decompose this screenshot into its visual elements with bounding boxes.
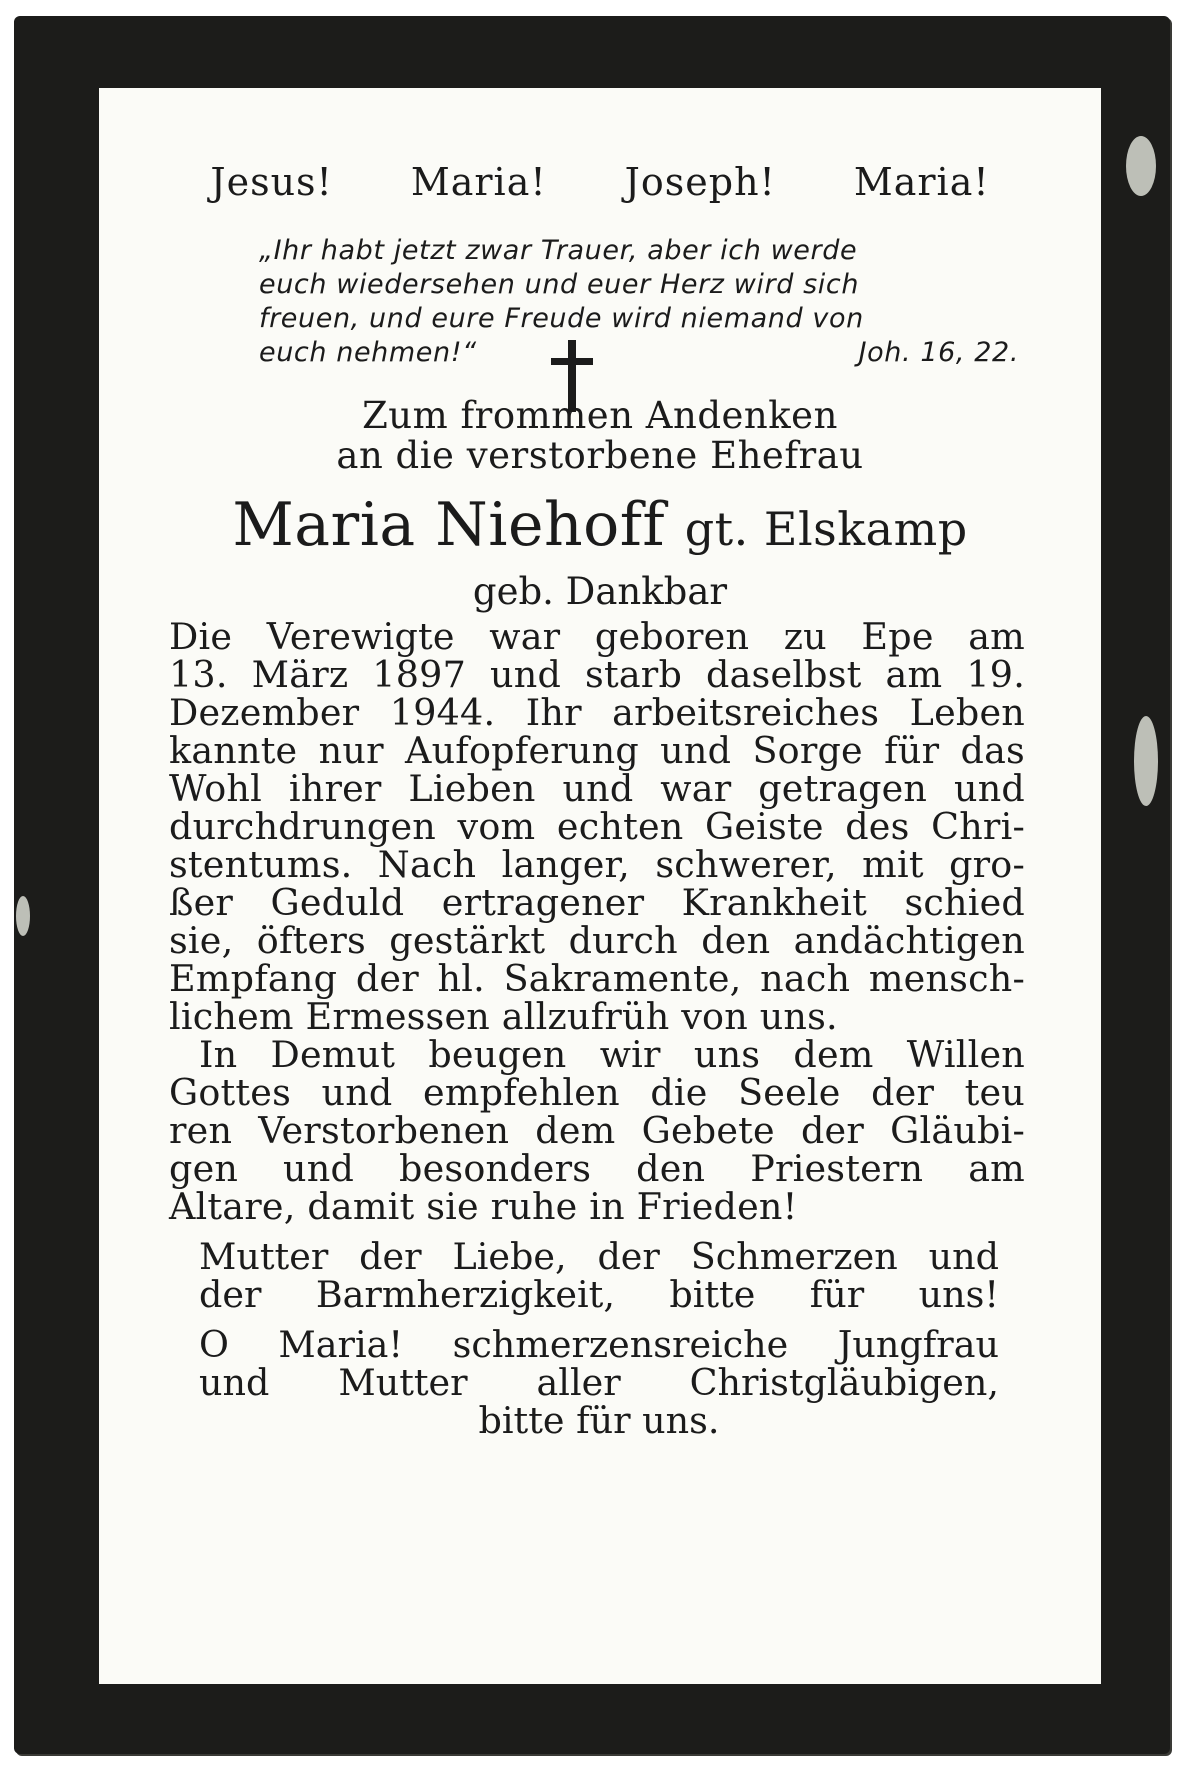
scripture-line: „Ihr habt jetzt zwar Trauer, aber ich werde xyxy=(259,235,858,266)
scripture-line: freuen, und eure Freude wird niemand von xyxy=(259,303,864,334)
paper-wear-mark xyxy=(1134,716,1158,806)
biography-line: In Demut beugen wir uns dem Willen xyxy=(199,1033,1025,1076)
invocation-row xyxy=(99,160,1101,204)
prayer-line: und Mutter aller Christgläubigen, xyxy=(199,1361,999,1404)
biography-line: Altare, damit sie ruhe in Frieden! xyxy=(169,1185,798,1228)
scripture-quote xyxy=(259,234,1019,370)
biography-line: gen und besonders den Priestern am xyxy=(169,1147,1025,1190)
paper-wear-mark xyxy=(16,896,30,936)
deceased-name xyxy=(99,490,1101,560)
invocation-joseph: Joseph! xyxy=(624,160,776,204)
biography-line: lichem Ermessen allzufrüh von uns. xyxy=(169,995,838,1038)
memorial-line-2: an die verstorbene Ehefrau xyxy=(336,434,864,477)
memorial-card-border xyxy=(14,16,1170,1754)
deceased-name-alias: gt. Elskamp xyxy=(684,502,968,556)
biography-line: ren Verstorbenen dem Gebete der Gläubi- xyxy=(169,1109,1025,1152)
prayer-line: der Barmherzigkeit, bitte für uns! xyxy=(199,1273,999,1316)
biography-line: sie, öfters gestärkt durch den andächtigen xyxy=(169,919,1025,962)
biography-line: Gottes und empfehlen die Seele der teu xyxy=(169,1071,1025,1114)
prayer-line: O Maria! schmerzensreiche Jungfrau xyxy=(199,1323,999,1366)
biography-line: Empfang der hl. Sakramente, nach mensch- xyxy=(169,957,1025,1000)
scripture-reference: Joh. 16, 22. xyxy=(858,337,1019,368)
deceased-name-main: Maria Niehoff xyxy=(232,490,666,560)
biography-line: kannte nur Aufopferung und Sorge für das xyxy=(169,729,1025,772)
invocation-maria: Maria! xyxy=(410,160,547,204)
biography-line: Wohl ihrer Lieben und war getragen und xyxy=(169,767,1025,810)
biography-line: Dezember 1944. Ihr arbeitsreiches Leben xyxy=(169,691,1025,734)
scripture-line: euch nehmen!“ xyxy=(259,337,477,368)
prayer-line: Mutter der Liebe, der Schmerzen und xyxy=(199,1235,999,1278)
biography-line: ßer Geduld ertragener Krankheit schied xyxy=(169,881,1025,924)
scripture-line: euch wiedersehen und euer Herz wird sich xyxy=(259,269,860,300)
memorial-card-paper xyxy=(99,88,1101,1684)
biography-text xyxy=(169,615,1025,1228)
prayer-closing: bitte für uns. xyxy=(478,1399,720,1442)
prayer-sorrowful-virgin xyxy=(199,1323,999,1442)
biography-line: durchdrungen vom echten Geiste des Chri- xyxy=(169,805,1025,848)
biography-line: stentums. Nach langer, schwerer, mit gro- xyxy=(169,843,1025,886)
paper-wear-mark xyxy=(1126,136,1156,196)
biography-line: 13. März 1897 und starb daselbst am 19. xyxy=(169,653,1025,696)
memorial-line-1: Zum frommen Andenken xyxy=(362,394,838,437)
invocation-jesus: Jesus! xyxy=(210,160,333,204)
birth-name: geb. Dankbar xyxy=(472,570,728,613)
invocation-maria-2: Maria! xyxy=(853,160,990,204)
biography-line: Die Verewigte war geboren zu Epe am xyxy=(169,615,1025,658)
scripture-last-line xyxy=(259,336,1019,370)
prayer-mother-of-love xyxy=(199,1235,999,1316)
